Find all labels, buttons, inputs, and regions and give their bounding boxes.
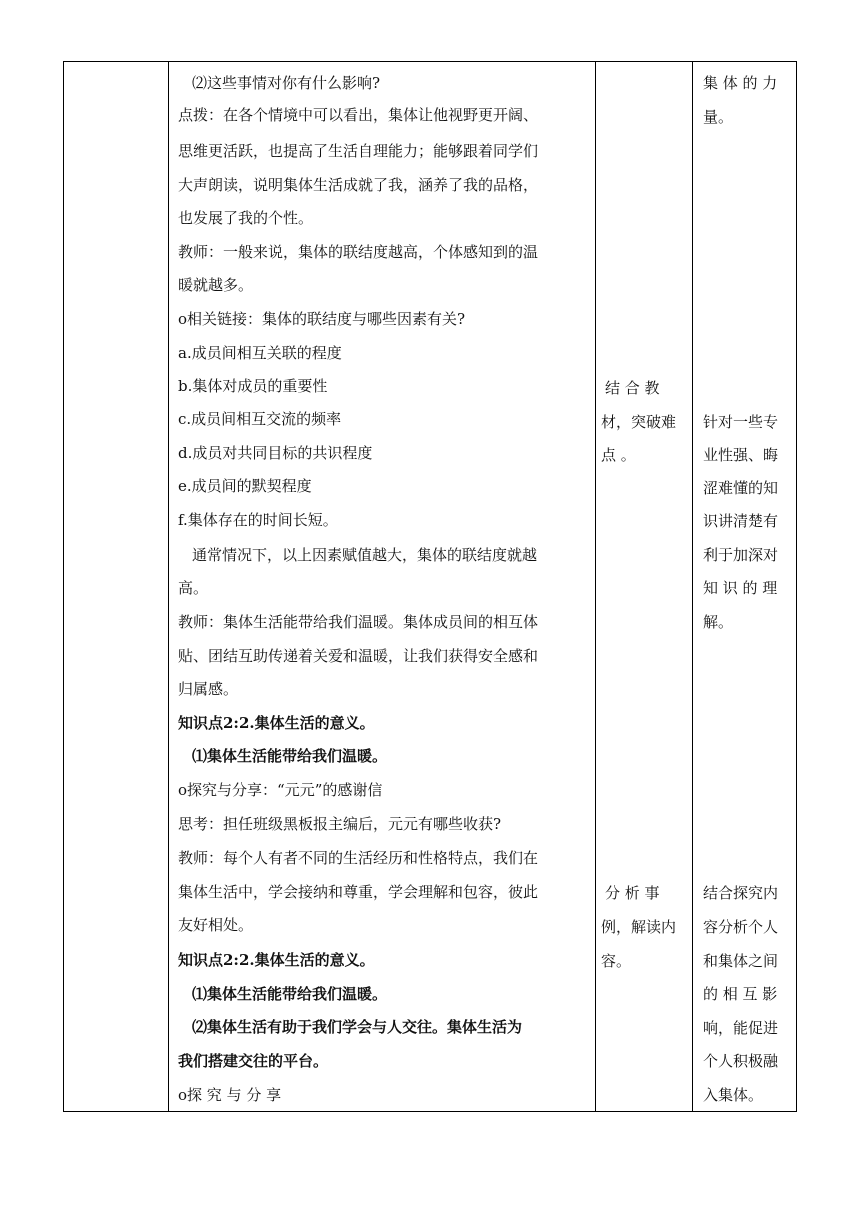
content-line: ⑵这些事情对你有什么影响? — [192, 74, 381, 92]
method-line: 容。 — [601, 952, 632, 970]
intent-line: 量。 — [703, 108, 734, 126]
content-line: 大声朗读，说明集体生活成就了我，涵养了我的品格， — [178, 176, 539, 194]
content-line: 教师：每个人有者不同的生活经历和性格特点，我们在 — [178, 849, 539, 867]
content-line: 贴、团结互助传递着关爱和温暖，让我们获得安全感和 — [178, 647, 539, 665]
content-line: ⑴集体生活能带给我们温暖。 — [192, 985, 388, 1003]
intent-line: 识讲清楚有 — [703, 512, 779, 530]
column-empty — [64, 62, 169, 1112]
content-line: 我们搭建交往的平台。 — [178, 1052, 329, 1070]
intent-line: 涩难懂的知 — [703, 479, 779, 497]
content-line: e.成员间的默契程度 — [178, 477, 312, 495]
intent-line: 知 识 的 理 — [703, 579, 778, 597]
method-line: 材，突破难 — [601, 413, 677, 431]
lesson-table — [63, 61, 796, 1111]
content-line: 教师：一般来说，集体的联结度越高，个体感知到的温 — [178, 243, 539, 261]
intent-line: 针对一些专 — [703, 413, 779, 431]
method-line: 例，解读内 — [601, 918, 677, 936]
intent-line: 和集体之间 — [703, 952, 779, 970]
intent-line: 个人积极融 — [703, 1052, 779, 1070]
content-line: 高。 — [178, 579, 209, 597]
intent-line: 容分析个人 — [703, 918, 779, 936]
content-line: 归属感。 — [178, 680, 239, 698]
content-line: 思考：担任班级黑板报主编后，元元有哪些收获? — [178, 815, 502, 833]
intent-line: 集 体 的 力 — [703, 74, 778, 92]
intent-line: 响，能促进 — [703, 1019, 779, 1037]
content-line: o探 究 与 分 享 — [178, 1086, 282, 1104]
content-line: 集体生活中，学会接纳和尊重，学会理解和包容，彼此 — [178, 883, 539, 901]
method-line: 点 。 — [601, 446, 636, 464]
content-line: 友好相处。 — [178, 916, 254, 934]
intent-line: 解。 — [703, 613, 734, 631]
lesson-table-grid — [63, 61, 797, 1112]
intent-line: 的 相 互 影 — [703, 985, 778, 1003]
content-line: f.集体存在的时间长短。 — [178, 511, 338, 529]
content-line: 知识点2:2.集体生活的意义。 — [178, 951, 375, 969]
content-line: 点拨：在各个情境中可以看出，集体让他视野更开阔、 — [178, 106, 539, 124]
content-line: o相关链接：集体的联结度与哪些因素有关? — [178, 310, 466, 328]
content-line: b.集体对成员的重要性 — [178, 377, 328, 395]
content-line: a.成员间相互关联的程度 — [178, 344, 342, 362]
method-line: 分 析 事 — [605, 884, 660, 902]
intent-line: 入集体。 — [703, 1086, 764, 1104]
content-line: d.成员对共同目标的共识程度 — [178, 444, 373, 462]
content-line: 思维更活跃，也提高了生活自理能力；能够跟着同学们 — [178, 142, 539, 160]
content-line: 通常情况下，以上因素赋值越大，集体的联结度就越 — [192, 546, 538, 564]
method-line: 结 合 教 — [605, 379, 660, 397]
content-line: 教师：集体生活能带给我们温暖。集体成员间的相互体 — [178, 613, 539, 631]
content-line: o探究与分享：“元元”的感谢信 — [178, 781, 383, 799]
content-line: c.成员间相互交流的频率 — [178, 410, 342, 428]
content-line: ⑴集体生活能带给我们温暖。 — [192, 747, 388, 765]
content-line: ⑵集体生活有助于我们学会与人交往。集体生活为 — [192, 1018, 523, 1036]
content-line: 暖就越多。 — [178, 276, 254, 294]
intent-line: 结合探究内 — [703, 884, 779, 902]
content-line: 知识点2:2.集体生活的意义。 — [178, 714, 375, 732]
content-line: 也发展了我的个性。 — [178, 209, 314, 227]
intent-line: 利于加深对 — [703, 546, 779, 564]
intent-line: 业性强、晦 — [703, 446, 779, 464]
